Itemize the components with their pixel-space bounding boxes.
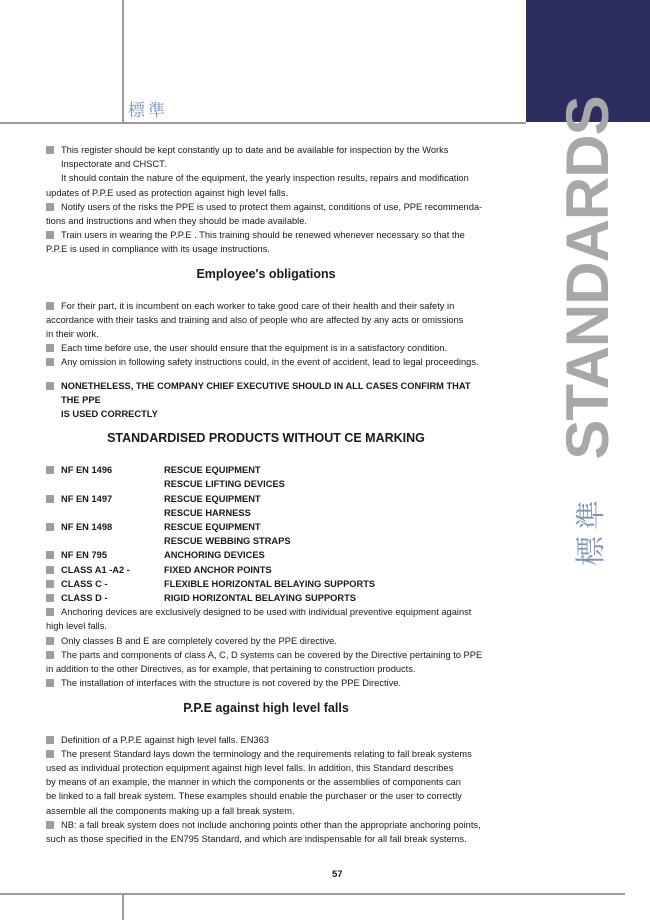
text-line: in their work. <box>46 329 99 340</box>
side-kanji: 標準 <box>574 494 609 566</box>
standard-code: CLASS A1 -A2 - <box>61 564 130 575</box>
standard-code: NF EN 1497 <box>61 493 113 504</box>
bullet-executive-note <box>46 379 486 422</box>
standard-code: NF EN 1498 <box>61 522 113 533</box>
bullet-train <box>46 228 486 242</box>
standard-desc: RESCUE EQUIPMENT <box>164 493 261 504</box>
bullet-square-icon <box>46 594 54 602</box>
text-line: The parts and components of class A, C, D systems can be covered by the Directive pertaining to PPE <box>61 649 483 660</box>
bullet-check-equipment <box>46 341 486 355</box>
standard-desc: FLEXIBLE HORIZONTAL BELAYING SUPPORTS <box>164 578 376 589</box>
text-line: Only classes B and E are completely covered by the PPE directive. <box>61 635 337 646</box>
bullet-interfaces <box>46 676 486 690</box>
bullet-square-icon <box>46 750 54 758</box>
text-line: NONETHELESS, THE COMPANY CHIEF EXECUTIVE SHOULD IN ALL CASES CONFIRM THAT THE PPE <box>61 380 471 405</box>
standard-desc: FIXED ANCHOR POINTS <box>164 564 272 575</box>
bullet-square-icon <box>46 358 54 366</box>
text-line: This register should be kept constantly up to date and be available for inspection by the Works <box>61 145 449 155</box>
bullet-square-icon <box>46 580 54 588</box>
header-kanji: 標準 <box>128 101 168 121</box>
bullet-components <box>46 648 486 662</box>
standard-row <box>46 492 486 506</box>
bullet-square-icon <box>46 302 54 310</box>
bullet-square-icon <box>46 679 54 687</box>
standard-desc: ANCHORING DEVICES <box>164 550 265 561</box>
bullet-anchoring <box>46 605 486 619</box>
standard-code: NF EN 1496 <box>61 465 113 476</box>
standard-desc: RIGID HORIZONTAL BELAYING SUPPORTS <box>164 593 356 604</box>
standard-desc-secondary: RESCUE HARNESS <box>164 507 251 518</box>
standard-row <box>46 548 486 562</box>
bullet-square-icon <box>46 382 54 390</box>
bullet-square-icon <box>46 146 54 154</box>
standard-row <box>46 591 486 605</box>
bullet-square-icon <box>46 736 54 744</box>
text-line: in addition to the other Directives, as for example, that pertaining to construction products. <box>46 664 416 675</box>
text-line: Train users in wearing the P.P.E . This training should be renewed whenever necessary so that the <box>61 230 465 241</box>
text-line: high level falls. <box>46 621 107 632</box>
heading-employee-obligations: Employee's obligations <box>196 266 336 281</box>
bullet-square-icon <box>46 551 54 559</box>
bullet-square-icon <box>46 637 54 645</box>
bottom-vertical-rule <box>122 894 124 920</box>
bullet-square-icon <box>46 466 54 474</box>
text-line: assemble all the components making up a fall break system. <box>46 805 295 816</box>
bullet-square-icon <box>46 495 54 503</box>
heading-standardised-products: STANDARDISED PRODUCTS WITHOUT CE MARKING <box>107 431 425 446</box>
text-line: updates of P.P.E used as protection against high level falls. <box>46 187 289 198</box>
side-section-title: STANDARDS <box>554 96 621 460</box>
text-line: Definition of a P.P.E against high level falls. EN363 <box>61 734 269 745</box>
bullet-register <box>46 143 486 171</box>
bullet-classes <box>46 634 486 648</box>
bullet-square-icon <box>46 344 54 352</box>
text-line: Each time before use, the user should ensure that the equipment is in a satisfactory condition. <box>61 343 448 354</box>
text-line: such as those specified in the EN795 Standard, and which are indispensable for all fall break systems. <box>46 833 467 844</box>
text-line: IS USED CORRECTLY <box>61 409 158 420</box>
bullet-square-icon <box>46 651 54 659</box>
page-number: 57 <box>332 869 343 880</box>
text-line: P.P.E is used in compliance with its usage instructions. <box>46 244 270 255</box>
bullet-nb <box>46 818 486 832</box>
text-line: accordance with their tasks and training and also of people who are affected by any acts or omissions <box>46 314 464 325</box>
text-line: be linked to a fall break system. These examples should enable the purchaser or the user to correctly <box>46 791 462 802</box>
text-line: Notify users of the risks the PPE is used to protect them against, conditions of use, PPE recommenda- <box>61 201 483 212</box>
standard-desc: RESCUE EQUIPMENT <box>164 522 261 533</box>
bullet-square-icon <box>46 821 54 829</box>
standard-row <box>46 463 486 477</box>
bullet-present-standard <box>46 747 486 761</box>
bullet-square-icon <box>46 608 54 616</box>
text-line: NB: a fall break system does not include anchoring points other than the appropriate anchoring points, <box>61 819 481 830</box>
heading-ppe-high-falls: P.P.E against high level falls <box>183 700 349 715</box>
footer-rule <box>0 893 625 895</box>
standard-code: NF EN 795 <box>61 550 107 561</box>
text-line: Inspectorate and CHSCT. <box>61 159 167 170</box>
standard-code: CLASS C - <box>61 578 108 589</box>
top-vertical-rule <box>122 0 124 123</box>
standard-row <box>46 563 486 577</box>
standard-desc-secondary: RESCUE WEBBING STRAPS <box>164 536 291 547</box>
text-line: For their part, it is incumbent on each worker to take good care of their health and their safety in <box>61 300 455 311</box>
text-line: The installation of interfaces with the structure is not covered by the PPE Directive. <box>61 678 402 689</box>
standard-row <box>46 520 486 534</box>
standard-row <box>46 577 486 591</box>
text-line: by means of an example, the manner in which the components or the assemblies of components can <box>46 777 461 788</box>
text-line: It should contain the nature of the equipment, the yearly inspection results, repairs and modification <box>61 173 469 184</box>
page-content <box>46 143 486 846</box>
text-line: Any omission in following safety instructions could, in the event of accident, lead to legal proceedings. <box>61 357 479 368</box>
text-line: used as individual protection equipment against high level falls. In addition, this Standard describes <box>46 762 454 773</box>
bullet-worker-care <box>46 299 486 313</box>
bullet-omission <box>46 355 486 369</box>
standard-desc: RESCUE EQUIPMENT <box>164 465 261 476</box>
text-line: Anchoring devices are exclusively designed to be used with individual preventive equipment against <box>61 607 472 618</box>
bullet-square-icon <box>46 566 54 574</box>
bullet-square-icon <box>46 203 54 211</box>
bullet-square-icon <box>46 523 54 531</box>
standard-code: CLASS D - <box>61 593 108 604</box>
bullet-notify <box>46 200 486 214</box>
bullet-definition <box>46 733 486 747</box>
header-rule <box>0 122 526 124</box>
text-line: The present Standard lays down the terminology and the requirements relating to fall break systems <box>61 748 472 759</box>
bullet-square-icon <box>46 231 54 239</box>
standard-desc-secondary: RESCUE LIFTING DEVICES <box>164 479 285 490</box>
text-line: tions and instructions and when they should be made available. <box>46 216 307 227</box>
